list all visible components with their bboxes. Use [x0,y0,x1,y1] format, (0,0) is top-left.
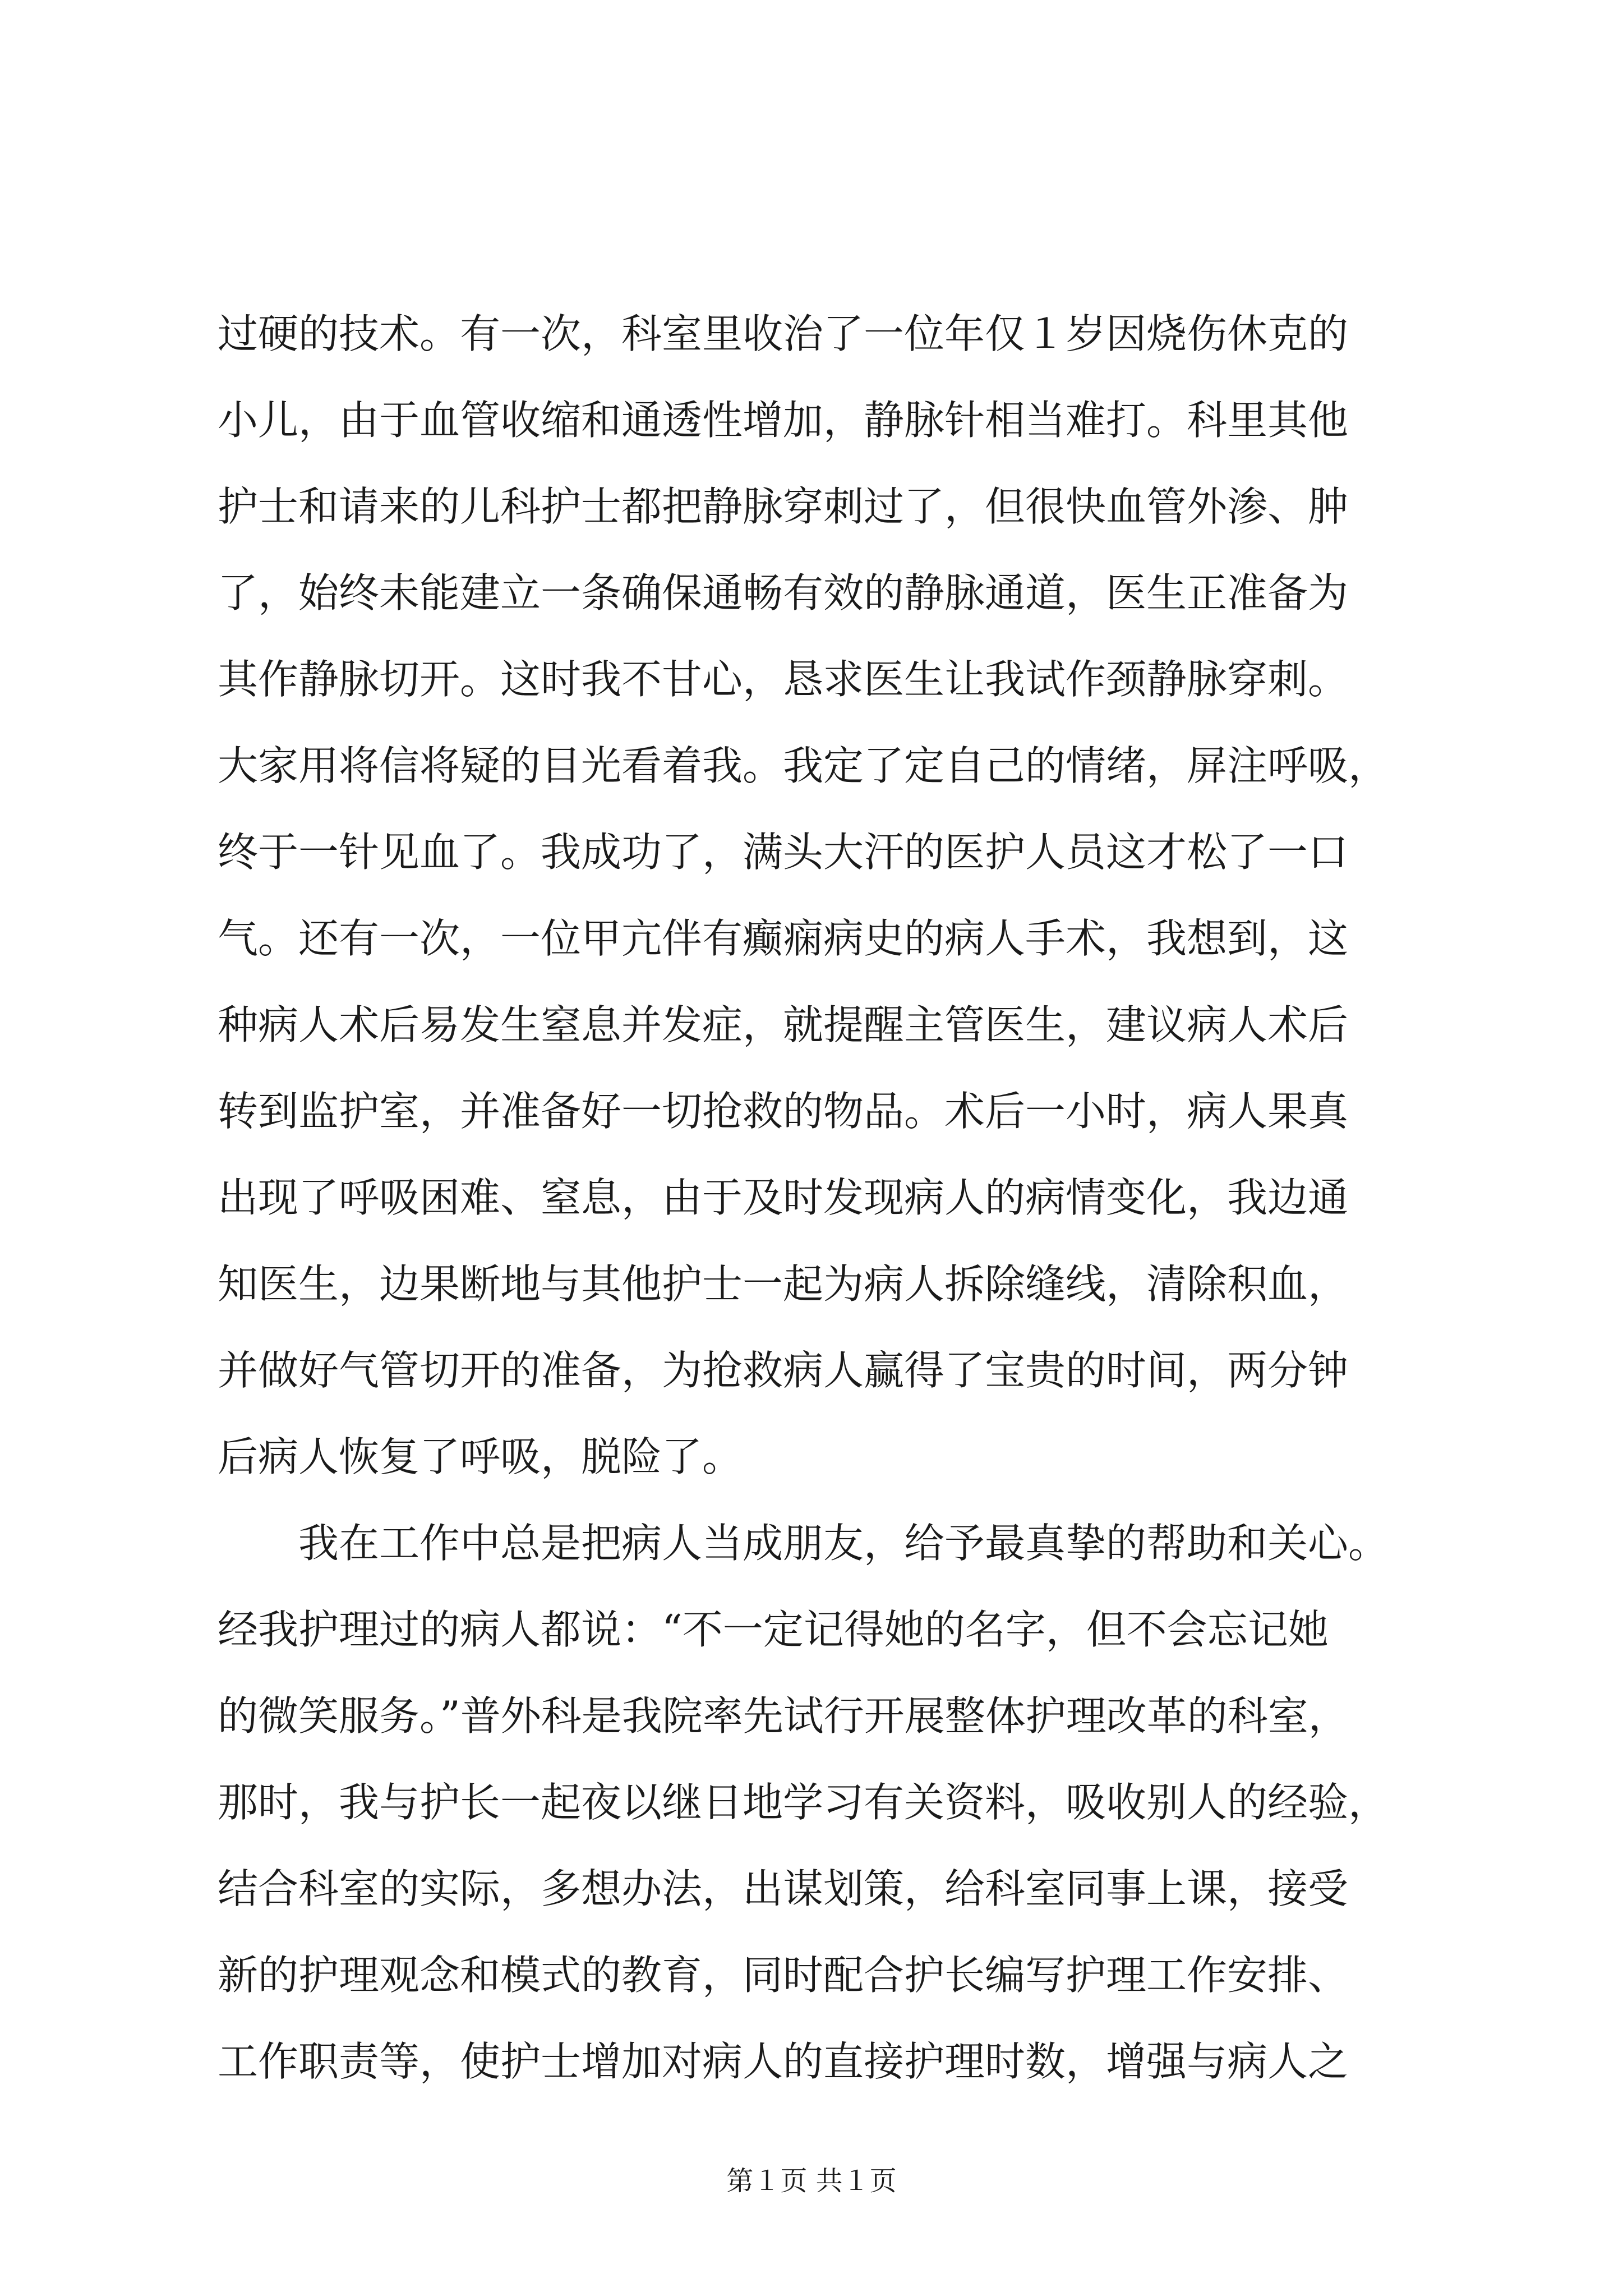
text-line: 过硬的技术。有一次，科室里收治了一位年仅１岁因烧伤休克的 [218,310,1349,357]
text-line: 结合科室的实际，多想办法，出谋划策，给科室同事上课，接受 [218,1865,1349,1912]
text-line: 护士和请来的儿科护士都把静脉穿刺过了，但很快血管外渗、肿 [218,483,1349,530]
paragraph-start-line: 我在工作中总是把病人当成朋友，给予最真挚的帮助和关心。 [298,1520,1389,1567]
text-line: 后病人恢复了呼吸，脱险了。 [218,1433,743,1480]
text-line: 大家用将信将疑的目光看着我。我定了定自己的情绪，屏注呼吸， [218,742,1389,789]
text-line: 了，始终未能建立一条确保通畅有效的静脉通道，医生正准备为 [218,569,1349,616]
page-number-label: 第１页 共１页 [726,2165,897,2197]
text-line: 那时，我与护长一起夜以继日地学习有关资料，吸收别人的经验， [218,1779,1389,1826]
text-line: 出现了呼吸困难、窒息，由于及时发现病人的病情变化，我边通 [218,1174,1349,1221]
text-line: 其作静脉切开。这时我不甘心，恳求医生让我试作颈静脉穿刺。 [218,656,1349,703]
text-line: 气。还有一次，一位甲亢伴有癫痫病史的病人手术，我想到，这 [218,915,1349,962]
text-line: 的微笑服务。”普外科是我院率先试行开展整体护理改革的科室， [218,1692,1349,1740]
text-line: 并做好气管切开的准备，为抢救病人赢得了宝贵的时间，两分钟 [218,1347,1349,1394]
text-line: 工作职责等，使护士增加对病人的直接护理时数，增强与病人之 [218,2038,1349,2085]
text-line: 新的护理观念和模式的教育，同时配合护长编写护理工作安排、 [218,1952,1349,1999]
text-line: 经我护理过的病人都说：“不一定记得她的名字，但不会忘记她 [218,1606,1329,1653]
text-line: 小儿，由于血管收缩和通透性增加，静脉针相当难打。科里其他 [218,397,1349,444]
text-line: 种病人术后易发生窒息并发症，就提醒主管医生，建议病人术后 [218,1001,1349,1048]
text-line: 终于一针见血了。我成功了，满头大汗的医护人员这才松了一口 [218,829,1349,876]
page-footer [0,2164,1623,2198]
text-line: 知医生，边果断地与其他护士一起为病人拆除缝线，清除积血， [218,1260,1349,1308]
text-line: 转到监护室，并准备好一切抢救的物品。术后一小时，病人果真 [218,1088,1349,1135]
